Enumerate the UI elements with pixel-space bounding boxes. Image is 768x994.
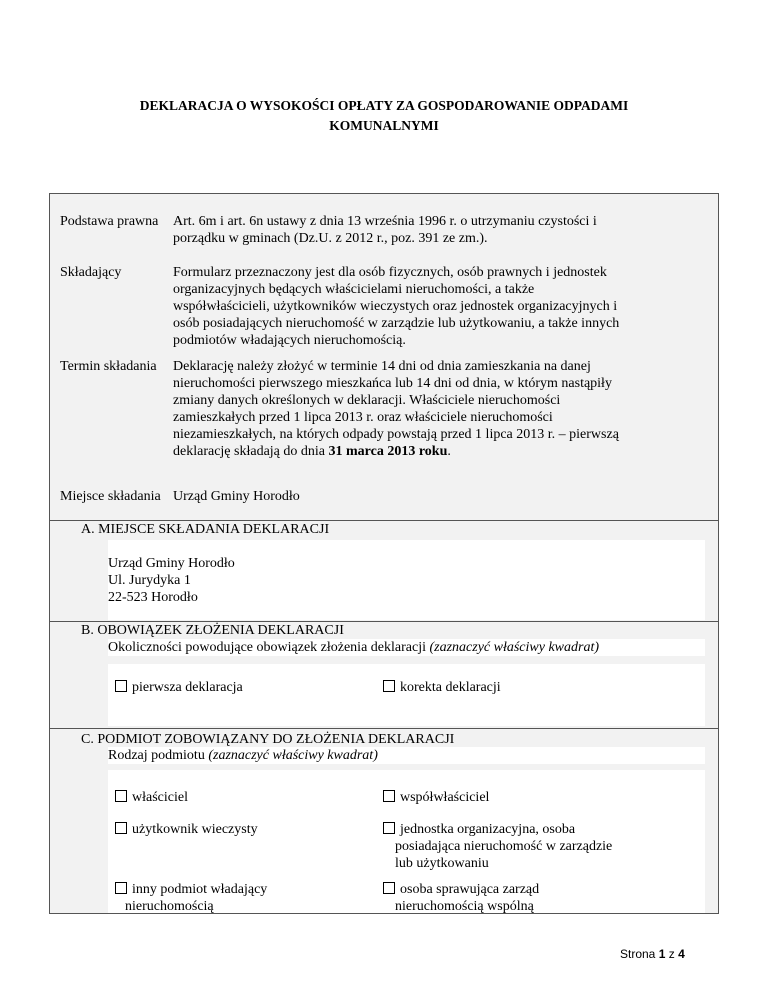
jednostka-label-2: posiadająca nieruchomość w zarządzie [395, 839, 613, 854]
miejsce-text: Urząd Gminy Horodło [173, 489, 300, 504]
section-b-subheading [108, 639, 705, 656]
zarzad-label-2: nieruchomością wspólną [395, 899, 534, 914]
section-c-box [108, 770, 705, 914]
address-office: Urząd Gminy Horodło [108, 556, 235, 571]
checkbox-square-icon[interactable] [115, 882, 127, 894]
podstawa-label: Podstawa prawna [60, 214, 159, 229]
termin-main: Deklarację należy złożyć w terminie 14 dni od dnia zamieszkania na danej nieruchomości pierwszego mieszkańca lub 14 dni od dnia, w którym nastąpiły zmiany danych określonych w deklaracji. Właściciele nieruchomości zamieszkałych przed 1 lipca 2013 r. oraz właściciele nieruchomości niezamieszkałych, na których odpady powstają przed 1 lipca 2013 r. – pierwszą deklarację składają do dnia [173, 359, 619, 459]
checkbox-square-icon[interactable] [383, 882, 395, 894]
address-street: Ul. Jurydyka 1 [108, 573, 191, 588]
declaration-form [49, 193, 719, 914]
termin-end: . [447, 444, 451, 459]
skladajacy-text: Formularz przeznaczony jest dla osób fizycznych, osób prawnych i jednostek organizacyjnych będących właścicielami nieruchomości, a także współwłaścicieli, użytkowników wieczystych oraz jednostek organizacyjnych i osób posiadających nieruchomość w zarządzie lub użytkowaniu, a także innych podmiotów władających nieruchomością. [173, 265, 620, 348]
section-a-heading: A. MIEJSCE SKŁADANIA DEKLARACJI [81, 522, 330, 537]
address-postal: 22-523 Horodło [108, 590, 198, 605]
checkbox-square-icon[interactable] [115, 790, 127, 802]
section-b-sub-text: Okoliczności powodujące obowiązek złożenia deklaracji [108, 640, 430, 655]
section-b-sub-hint: (zaznaczyć właściwy kwadrat) [429, 640, 600, 655]
checkbox-pierwsza[interactable] [115, 679, 243, 696]
section-c-sub-text: Rodzaj podmiotu [108, 748, 209, 763]
footer-z: z [665, 947, 679, 961]
pierwsza-label: pierwsza deklaracja [132, 680, 243, 695]
footer-strona: Strona [620, 947, 659, 961]
zarzad-label-1: osoba sprawująca zarząd [400, 882, 540, 897]
inny-podmiot-label-1: inny podmiot władający [132, 882, 268, 897]
jednostka-label-3: lub użytkowaniu [395, 856, 489, 871]
termin-label: Termin składania [60, 359, 157, 374]
checkbox-zarzad[interactable] [383, 881, 539, 914]
podstawa-text: Art. 6m i art. 6n ustawy z dnia 13 września 1996 r. o utrzymaniu czystości i porządku w gminach (Dz.U. z 2012 r., poz. 391 ze zm.). [173, 214, 597, 246]
uzytkownik-label: użytkownik wieczysty [132, 822, 258, 837]
checkbox-square-icon[interactable] [383, 822, 395, 834]
footer-page: 1 [658, 947, 666, 961]
skladajacy-label: Składający [60, 265, 122, 280]
termin-deadline: 31 marca 2013 roku [328, 444, 448, 459]
jednostka-label-1: jednostka organizacyjna, osoba [400, 822, 576, 837]
checkbox-square-icon[interactable] [383, 790, 395, 802]
checkbox-korekta[interactable] [383, 679, 501, 696]
termin-text [173, 358, 633, 460]
section-c-subheading [108, 747, 705, 764]
section-b-heading: B. OBOWIĄZEK ZŁOŻENIA DEKLARACJI [81, 623, 344, 638]
document-title [60, 96, 708, 136]
section-a-box [108, 540, 705, 620]
korekta-label: korekta deklaracji [400, 680, 501, 695]
page-footer [620, 947, 685, 961]
checkbox-square-icon[interactable] [115, 680, 127, 692]
wspolwlasciciel-label: współwłaściciel [400, 790, 490, 805]
checkbox-wspolwlasciciel[interactable] [383, 789, 489, 806]
checkbox-square-icon[interactable] [383, 680, 395, 692]
section-c-heading: C. PODMIOT ZOBOWIĄZANY DO ZŁOŻENIA DEKLARACJI [81, 732, 455, 747]
checkbox-uzytkownik[interactable] [115, 821, 258, 838]
inny-podmiot-label-2: nieruchomością [125, 899, 214, 914]
checkbox-wlasciciel[interactable] [115, 789, 188, 806]
section-b-box [108, 664, 705, 726]
miejsce-label: Miejsce składania [60, 489, 161, 504]
title-line-1: DEKLARACJA O WYSOKOŚCI OPŁATY ZA GOSPODAROWANIE ODPADAMI [139, 98, 629, 113]
footer-total: 4 [678, 947, 685, 961]
section-c-sub-hint: (zaznaczyć właściwy kwadrat) [208, 748, 378, 763]
checkbox-jednostka[interactable] [383, 821, 612, 872]
checkbox-inny-podmiot[interactable] [115, 881, 267, 914]
divider-c [50, 728, 718, 729]
checkbox-square-icon[interactable] [115, 822, 127, 834]
wlasciciel-label: właściciel [132, 790, 188, 805]
title-line-2: KOMUNALNYMI [329, 118, 439, 133]
